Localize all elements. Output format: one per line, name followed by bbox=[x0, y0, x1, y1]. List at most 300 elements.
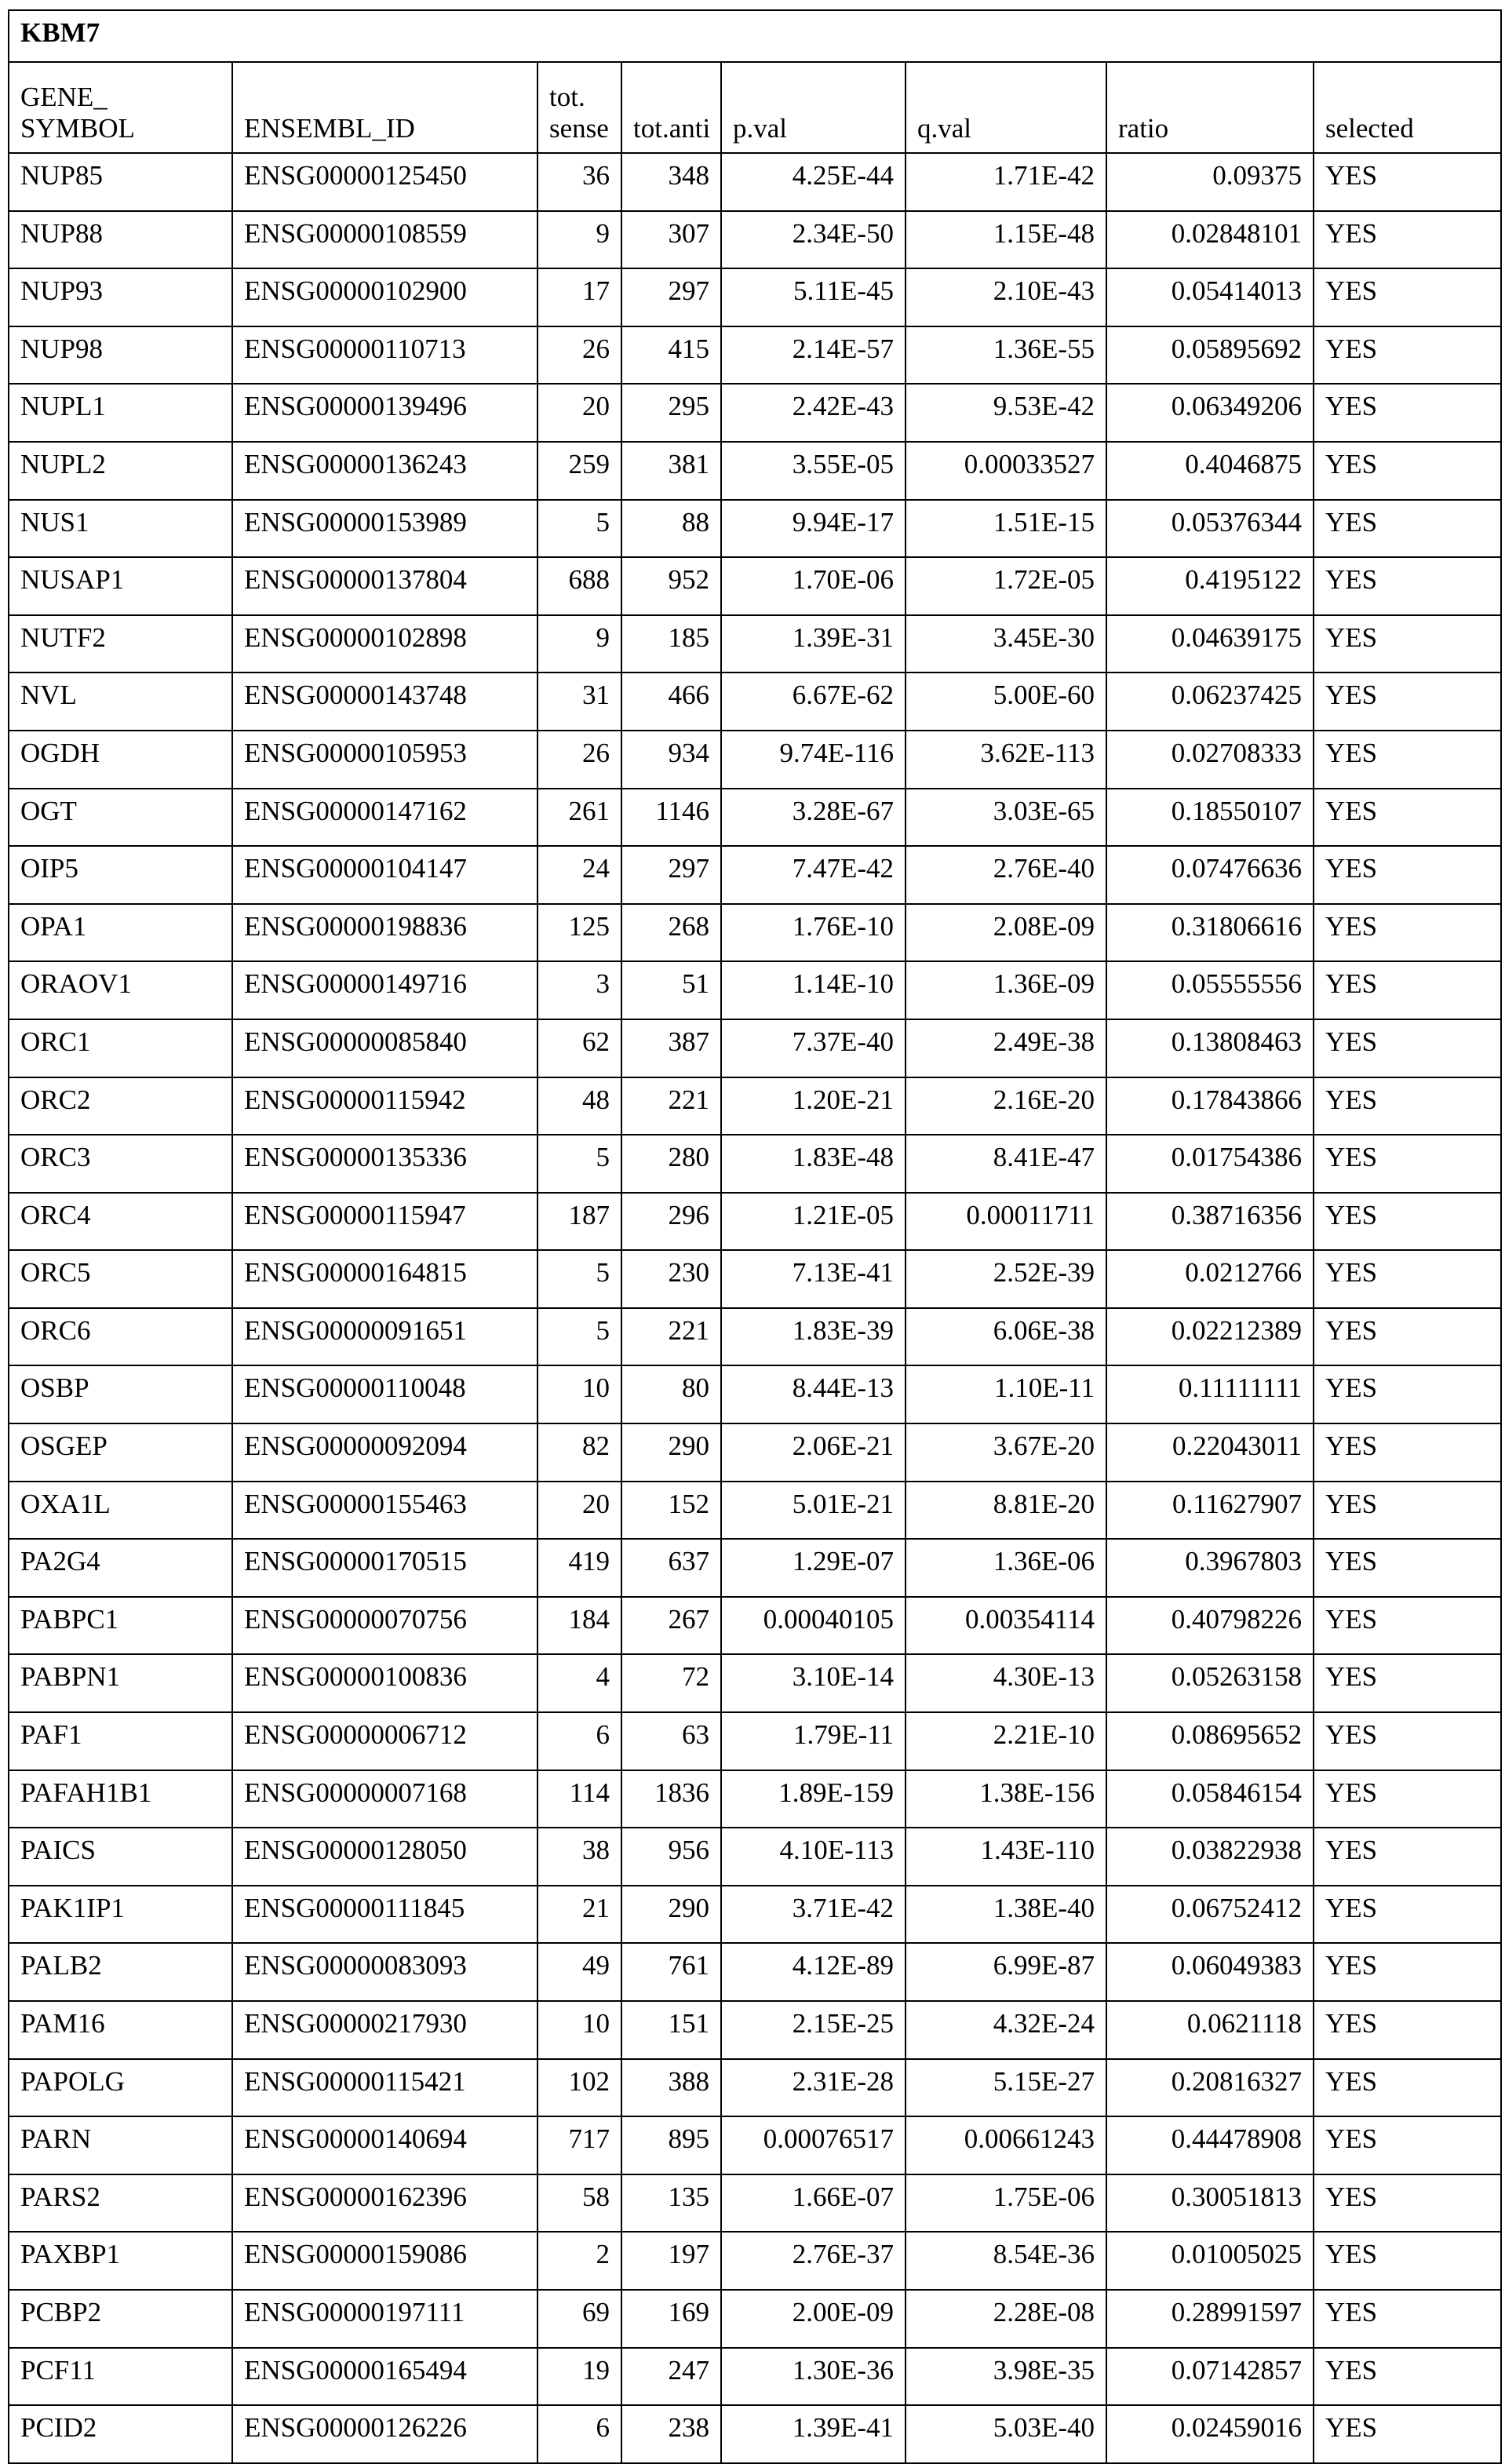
cell-selected: YES bbox=[1314, 1077, 1501, 1135]
cell-q-val: 2.28E-08 bbox=[906, 2290, 1106, 2348]
cell-ratio: 0.01754386 bbox=[1106, 1135, 1314, 1193]
cell-selected: YES bbox=[1314, 2405, 1501, 2463]
cell-tot-anti: 296 bbox=[621, 1193, 721, 1251]
cell-tot-anti: 230 bbox=[621, 1250, 721, 1308]
table-row bbox=[9, 1365, 1501, 1423]
cell-p-val: 1.29E-07 bbox=[721, 1539, 906, 1597]
cell-gene-symbol: OGT bbox=[9, 789, 232, 847]
cell-tot-sense: 259 bbox=[538, 442, 621, 500]
cell-selected: YES bbox=[1314, 2174, 1501, 2233]
cell-p-val: 2.42E-43 bbox=[721, 384, 906, 442]
cell-tot-sense: 6 bbox=[538, 2405, 621, 2463]
cell-ratio: 0.03822938 bbox=[1106, 1828, 1314, 1886]
cell-selected: YES bbox=[1314, 1828, 1501, 1886]
cell-q-val: 8.81E-20 bbox=[906, 1482, 1106, 1540]
cell-ratio: 0.09375 bbox=[1106, 153, 1314, 211]
cell-tot-sense: 3 bbox=[538, 961, 621, 1019]
cell-p-val: 1.20E-21 bbox=[721, 1077, 906, 1135]
cell-ratio: 0.31806616 bbox=[1106, 904, 1314, 962]
cell-q-val: 1.36E-06 bbox=[906, 1539, 1106, 1597]
cell-selected: YES bbox=[1314, 672, 1501, 731]
cell-ratio: 0.05263158 bbox=[1106, 1654, 1314, 1712]
cell-tot-sense: 69 bbox=[538, 2290, 621, 2348]
cell-tot-anti: 761 bbox=[621, 1943, 721, 2001]
cell-tot-anti: 80 bbox=[621, 1365, 721, 1423]
column-header-q-val: q.val bbox=[906, 62, 1106, 153]
cell-ratio: 0.02848101 bbox=[1106, 211, 1314, 269]
cell-ratio: 0.22043011 bbox=[1106, 1423, 1314, 1482]
cell-tot-sense: 261 bbox=[538, 789, 621, 847]
cell-ensembl-id: ENSG00000149716 bbox=[232, 961, 538, 1019]
cell-p-val: 2.34E-50 bbox=[721, 211, 906, 269]
cell-tot-sense: 419 bbox=[538, 1539, 621, 1597]
cell-q-val: 4.32E-24 bbox=[906, 2001, 1106, 2059]
cell-gene-symbol: PAXBP1 bbox=[9, 2232, 232, 2290]
cell-ratio: 0.11111111 bbox=[1106, 1365, 1314, 1423]
cell-p-val: 2.15E-25 bbox=[721, 2001, 906, 2059]
cell-ensembl-id: ENSG00000165494 bbox=[232, 2348, 538, 2406]
cell-q-val: 2.21E-10 bbox=[906, 1712, 1106, 1770]
cell-p-val: 3.71E-42 bbox=[721, 1886, 906, 1944]
column-header-ratio: ratio bbox=[1106, 62, 1314, 153]
cell-q-val: 8.41E-47 bbox=[906, 1135, 1106, 1193]
cell-ratio: 0.07142857 bbox=[1106, 2348, 1314, 2406]
cell-tot-sense: 688 bbox=[538, 557, 621, 615]
cell-p-val: 2.14E-57 bbox=[721, 326, 906, 385]
cell-q-val: 1.10E-11 bbox=[906, 1365, 1106, 1423]
cell-ratio: 0.4046875 bbox=[1106, 442, 1314, 500]
table-row bbox=[9, 1654, 1501, 1712]
cell-q-val: 1.51E-15 bbox=[906, 500, 1106, 558]
cell-ensembl-id: ENSG00000085840 bbox=[232, 1019, 538, 1077]
table-row bbox=[9, 904, 1501, 962]
cell-tot-anti: 151 bbox=[621, 2001, 721, 2059]
cell-ensembl-id: ENSG00000108559 bbox=[232, 211, 538, 269]
cell-p-val: 8.44E-13 bbox=[721, 1365, 906, 1423]
cell-tot-sense: 717 bbox=[538, 2116, 621, 2174]
cell-p-val: 3.55E-05 bbox=[721, 442, 906, 500]
table-row bbox=[9, 2059, 1501, 2117]
cell-gene-symbol: PAICS bbox=[9, 1828, 232, 1886]
cell-ratio: 0.05376344 bbox=[1106, 500, 1314, 558]
cell-selected: YES bbox=[1314, 1770, 1501, 1828]
cell-p-val: 9.74E-116 bbox=[721, 731, 906, 789]
table-row bbox=[9, 1482, 1501, 1540]
cell-p-val: 0.00076517 bbox=[721, 2116, 906, 2174]
cell-p-val: 1.83E-48 bbox=[721, 1135, 906, 1193]
cell-ensembl-id: ENSG00000153989 bbox=[232, 500, 538, 558]
cell-ratio: 0.02212389 bbox=[1106, 1308, 1314, 1366]
cell-selected: YES bbox=[1314, 2232, 1501, 2290]
cell-p-val: 1.66E-07 bbox=[721, 2174, 906, 2233]
cell-ratio: 0.38716356 bbox=[1106, 1193, 1314, 1251]
cell-ensembl-id: ENSG00000162396 bbox=[232, 2174, 538, 2233]
cell-selected: YES bbox=[1314, 2116, 1501, 2174]
cell-ratio: 0.30051813 bbox=[1106, 2174, 1314, 2233]
cell-ensembl-id: ENSG00000143748 bbox=[232, 672, 538, 731]
cell-tot-sense: 2 bbox=[538, 2232, 621, 2290]
table-title: KBM7 bbox=[9, 10, 1501, 62]
cell-q-val: 3.03E-65 bbox=[906, 789, 1106, 847]
cell-gene-symbol: ORC1 bbox=[9, 1019, 232, 1077]
cell-tot-sense: 102 bbox=[538, 2059, 621, 2117]
cell-gene-symbol: PCF11 bbox=[9, 2348, 232, 2406]
cell-tot-anti: 238 bbox=[621, 2405, 721, 2463]
table-row bbox=[9, 384, 1501, 442]
cell-ratio: 0.06349206 bbox=[1106, 384, 1314, 442]
cell-tot-anti: 1146 bbox=[621, 789, 721, 847]
cell-tot-anti: 295 bbox=[621, 384, 721, 442]
cell-selected: YES bbox=[1314, 2290, 1501, 2348]
cell-q-val: 1.38E-156 bbox=[906, 1770, 1106, 1828]
table-row bbox=[9, 1019, 1501, 1077]
cell-q-val: 9.53E-42 bbox=[906, 384, 1106, 442]
cell-p-val: 9.94E-17 bbox=[721, 500, 906, 558]
cell-p-val: 1.79E-11 bbox=[721, 1712, 906, 1770]
cell-selected: YES bbox=[1314, 1019, 1501, 1077]
cell-gene-symbol: PARS2 bbox=[9, 2174, 232, 2233]
cell-selected: YES bbox=[1314, 384, 1501, 442]
cell-tot-sense: 5 bbox=[538, 500, 621, 558]
cell-tot-sense: 26 bbox=[538, 731, 621, 789]
cell-ensembl-id: ENSG00000115942 bbox=[232, 1077, 538, 1135]
table-row bbox=[9, 1770, 1501, 1828]
cell-q-val: 5.03E-40 bbox=[906, 2405, 1106, 2463]
cell-p-val: 3.10E-14 bbox=[721, 1654, 906, 1712]
cell-tot-anti: 290 bbox=[621, 1886, 721, 1944]
cell-q-val: 3.98E-35 bbox=[906, 2348, 1106, 2406]
table-row bbox=[9, 672, 1501, 731]
cell-ensembl-id: ENSG00000007168 bbox=[232, 1770, 538, 1828]
header-row bbox=[9, 62, 1501, 153]
cell-q-val: 2.16E-20 bbox=[906, 1077, 1106, 1135]
cell-selected: YES bbox=[1314, 1654, 1501, 1712]
cell-ratio: 0.05846154 bbox=[1106, 1770, 1314, 1828]
cell-ensembl-id: ENSG00000159086 bbox=[232, 2232, 538, 2290]
cell-selected: YES bbox=[1314, 557, 1501, 615]
cell-ensembl-id: ENSG00000102898 bbox=[232, 615, 538, 673]
cell-ratio: 0.4195122 bbox=[1106, 557, 1314, 615]
cell-tot-anti: 197 bbox=[621, 2232, 721, 2290]
cell-tot-anti: 221 bbox=[621, 1308, 721, 1366]
cell-ensembl-id: ENSG00000100836 bbox=[232, 1654, 538, 1712]
cell-ratio: 0.13808463 bbox=[1106, 1019, 1314, 1077]
cell-tot-anti: 348 bbox=[621, 153, 721, 211]
cell-ensembl-id: ENSG00000102900 bbox=[232, 268, 538, 326]
cell-p-val: 1.21E-05 bbox=[721, 1193, 906, 1251]
cell-gene-symbol: ORAOV1 bbox=[9, 961, 232, 1019]
table-row bbox=[9, 961, 1501, 1019]
cell-tot-anti: 466 bbox=[621, 672, 721, 731]
cell-q-val: 2.08E-09 bbox=[906, 904, 1106, 962]
table-row bbox=[9, 1077, 1501, 1135]
cell-q-val: 5.00E-60 bbox=[906, 672, 1106, 731]
table-row bbox=[9, 2405, 1501, 2463]
cell-ensembl-id: ENSG00000136243 bbox=[232, 442, 538, 500]
cell-tot-anti: 221 bbox=[621, 1077, 721, 1135]
cell-q-val: 0.00033527 bbox=[906, 442, 1106, 500]
table-row bbox=[9, 153, 1501, 211]
table-row bbox=[9, 442, 1501, 500]
cell-gene-symbol: PALB2 bbox=[9, 1943, 232, 2001]
cell-ensembl-id: ENSG00000135336 bbox=[232, 1135, 538, 1193]
cell-gene-symbol: NUP88 bbox=[9, 211, 232, 269]
cell-ensembl-id: ENSG00000125450 bbox=[232, 153, 538, 211]
cell-gene-symbol: PA2G4 bbox=[9, 1539, 232, 1597]
cell-gene-symbol: NUSAP1 bbox=[9, 557, 232, 615]
cell-tot-anti: 297 bbox=[621, 846, 721, 904]
cell-ensembl-id: ENSG00000091651 bbox=[232, 1308, 538, 1366]
cell-gene-symbol: NUP85 bbox=[9, 153, 232, 211]
cell-q-val: 6.99E-87 bbox=[906, 1943, 1106, 2001]
cell-selected: YES bbox=[1314, 211, 1501, 269]
cell-ensembl-id: ENSG00000006712 bbox=[232, 1712, 538, 1770]
cell-tot-sense: 125 bbox=[538, 904, 621, 962]
cell-gene-symbol: PAM16 bbox=[9, 2001, 232, 2059]
column-header-selected: selected bbox=[1314, 62, 1501, 153]
cell-q-val: 5.15E-27 bbox=[906, 2059, 1106, 2117]
cell-tot-anti: 415 bbox=[621, 326, 721, 385]
cell-p-val: 1.76E-10 bbox=[721, 904, 906, 962]
table-row bbox=[9, 211, 1501, 269]
table-row bbox=[9, 1250, 1501, 1308]
cell-tot-sense: 58 bbox=[538, 2174, 621, 2233]
cell-p-val: 1.14E-10 bbox=[721, 961, 906, 1019]
cell-p-val: 4.10E-113 bbox=[721, 1828, 906, 1886]
cell-tot-sense: 19 bbox=[538, 2348, 621, 2406]
cell-tot-anti: 267 bbox=[621, 1597, 721, 1655]
table-row bbox=[9, 500, 1501, 558]
cell-gene-symbol: PCBP2 bbox=[9, 2290, 232, 2348]
cell-gene-symbol: PARN bbox=[9, 2116, 232, 2174]
cell-ensembl-id: ENSG00000126226 bbox=[232, 2405, 538, 2463]
cell-selected: YES bbox=[1314, 442, 1501, 500]
cell-gene-symbol: OIP5 bbox=[9, 846, 232, 904]
cell-q-val: 3.45E-30 bbox=[906, 615, 1106, 673]
cell-ratio: 0.28991597 bbox=[1106, 2290, 1314, 2348]
cell-selected: YES bbox=[1314, 1135, 1501, 1193]
cell-selected: YES bbox=[1314, 1482, 1501, 1540]
cell-tot-sense: 36 bbox=[538, 153, 621, 211]
cell-gene-symbol: PABPN1 bbox=[9, 1654, 232, 1712]
cell-selected: YES bbox=[1314, 153, 1501, 211]
cell-selected: YES bbox=[1314, 615, 1501, 673]
cell-tot-sense: 62 bbox=[538, 1019, 621, 1077]
cell-selected: YES bbox=[1314, 1365, 1501, 1423]
cell-p-val: 7.47E-42 bbox=[721, 846, 906, 904]
cell-tot-sense: 184 bbox=[538, 1597, 621, 1655]
cell-selected: YES bbox=[1314, 1597, 1501, 1655]
column-header-ensembl-id: ENSEMBL_ID bbox=[232, 62, 538, 153]
cell-q-val: 2.10E-43 bbox=[906, 268, 1106, 326]
cell-tot-anti: 381 bbox=[621, 442, 721, 500]
column-header-tot-anti: tot.anti bbox=[621, 62, 721, 153]
cell-q-val: 8.54E-36 bbox=[906, 2232, 1106, 2290]
cell-p-val: 2.31E-28 bbox=[721, 2059, 906, 2117]
cell-selected: YES bbox=[1314, 1712, 1501, 1770]
cell-selected: YES bbox=[1314, 1308, 1501, 1366]
cell-ratio: 0.20816327 bbox=[1106, 2059, 1314, 2117]
cell-gene-symbol: OXA1L bbox=[9, 1482, 232, 1540]
cell-gene-symbol: PAF1 bbox=[9, 1712, 232, 1770]
column-header-tot-sense: tot. sense bbox=[538, 62, 621, 153]
cell-tot-sense: 24 bbox=[538, 846, 621, 904]
cell-p-val: 6.67E-62 bbox=[721, 672, 906, 731]
cell-p-val: 2.76E-37 bbox=[721, 2232, 906, 2290]
cell-ensembl-id: ENSG00000115421 bbox=[232, 2059, 538, 2117]
table-row bbox=[9, 2290, 1501, 2348]
cell-selected: YES bbox=[1314, 731, 1501, 789]
cell-ensembl-id: ENSG00000083093 bbox=[232, 1943, 538, 2001]
cell-q-val: 1.71E-42 bbox=[906, 153, 1106, 211]
cell-p-val: 4.12E-89 bbox=[721, 1943, 906, 2001]
cell-ratio: 0.40798226 bbox=[1106, 1597, 1314, 1655]
cell-p-val: 7.13E-41 bbox=[721, 1250, 906, 1308]
cell-p-val: 1.89E-159 bbox=[721, 1770, 906, 1828]
cell-ratio: 0.06237425 bbox=[1106, 672, 1314, 731]
cell-p-val: 1.83E-39 bbox=[721, 1308, 906, 1366]
cell-tot-sense: 6 bbox=[538, 1712, 621, 1770]
cell-tot-sense: 20 bbox=[538, 384, 621, 442]
cell-q-val: 4.30E-13 bbox=[906, 1654, 1106, 1712]
cell-ensembl-id: ENSG00000164815 bbox=[232, 1250, 538, 1308]
cell-tot-sense: 4 bbox=[538, 1654, 621, 1712]
cell-tot-anti: 387 bbox=[621, 1019, 721, 1077]
cell-gene-symbol: ORC3 bbox=[9, 1135, 232, 1193]
cell-q-val: 0.00354114 bbox=[906, 1597, 1106, 1655]
cell-tot-sense: 9 bbox=[538, 211, 621, 269]
cell-tot-sense: 48 bbox=[538, 1077, 621, 1135]
table-row bbox=[9, 326, 1501, 385]
cell-q-val: 1.43E-110 bbox=[906, 1828, 1106, 1886]
table-row bbox=[9, 1943, 1501, 2001]
cell-ratio: 0.06752412 bbox=[1106, 1886, 1314, 1944]
cell-selected: YES bbox=[1314, 2348, 1501, 2406]
cell-q-val: 1.15E-48 bbox=[906, 211, 1106, 269]
table-row bbox=[9, 2001, 1501, 2059]
cell-tot-sense: 38 bbox=[538, 1828, 621, 1886]
cell-gene-symbol: ORC4 bbox=[9, 1193, 232, 1251]
cell-tot-sense: 9 bbox=[538, 615, 621, 673]
cell-gene-symbol: NUPL2 bbox=[9, 442, 232, 500]
cell-q-val: 1.75E-06 bbox=[906, 2174, 1106, 2233]
cell-gene-symbol: ORC5 bbox=[9, 1250, 232, 1308]
cell-tot-sense: 26 bbox=[538, 326, 621, 385]
cell-ratio: 0.18550107 bbox=[1106, 789, 1314, 847]
cell-tot-sense: 5 bbox=[538, 1308, 621, 1366]
cell-tot-anti: 934 bbox=[621, 731, 721, 789]
cell-gene-symbol: OGDH bbox=[9, 731, 232, 789]
cell-selected: YES bbox=[1314, 1193, 1501, 1251]
table-row bbox=[9, 846, 1501, 904]
cell-selected: YES bbox=[1314, 1886, 1501, 1944]
cell-q-val: 2.49E-38 bbox=[906, 1019, 1106, 1077]
cell-p-val: 1.30E-36 bbox=[721, 2348, 906, 2406]
cell-ensembl-id: ENSG00000105953 bbox=[232, 731, 538, 789]
cell-p-val: 4.25E-44 bbox=[721, 153, 906, 211]
cell-tot-anti: 152 bbox=[621, 1482, 721, 1540]
cell-selected: YES bbox=[1314, 961, 1501, 1019]
cell-gene-symbol: NVL bbox=[9, 672, 232, 731]
cell-ensembl-id: ENSG00000110048 bbox=[232, 1365, 538, 1423]
cell-ensembl-id: ENSG00000137804 bbox=[232, 557, 538, 615]
cell-tot-anti: 1836 bbox=[621, 1770, 721, 1828]
cell-selected: YES bbox=[1314, 1943, 1501, 2001]
cell-p-val: 1.39E-41 bbox=[721, 2405, 906, 2463]
table-row bbox=[9, 2174, 1501, 2233]
cell-gene-symbol: NUTF2 bbox=[9, 615, 232, 673]
cell-selected: YES bbox=[1314, 789, 1501, 847]
cell-q-val: 2.76E-40 bbox=[906, 846, 1106, 904]
cell-q-val: 1.72E-05 bbox=[906, 557, 1106, 615]
cell-ensembl-id: ENSG00000128050 bbox=[232, 1828, 538, 1886]
cell-p-val: 1.39E-31 bbox=[721, 615, 906, 673]
cell-ratio: 0.05414013 bbox=[1106, 268, 1314, 326]
cell-gene-symbol: NUS1 bbox=[9, 500, 232, 558]
cell-gene-symbol: PCID2 bbox=[9, 2405, 232, 2463]
cell-ratio: 0.06049383 bbox=[1106, 1943, 1314, 2001]
cell-tot-sense: 49 bbox=[538, 1943, 621, 2001]
table-body bbox=[9, 153, 1501, 2463]
cell-selected: YES bbox=[1314, 326, 1501, 385]
cell-selected: YES bbox=[1314, 500, 1501, 558]
cell-tot-sense: 31 bbox=[538, 672, 621, 731]
table-row bbox=[9, 1828, 1501, 1886]
cell-gene-symbol: PAFAH1B1 bbox=[9, 1770, 232, 1828]
cell-tot-anti: 63 bbox=[621, 1712, 721, 1770]
cell-ensembl-id: ENSG00000170515 bbox=[232, 1539, 538, 1597]
cell-ensembl-id: ENSG00000197111 bbox=[232, 2290, 538, 2348]
cell-tot-anti: 388 bbox=[621, 2059, 721, 2117]
cell-gene-symbol: ORC6 bbox=[9, 1308, 232, 1366]
table-row bbox=[9, 789, 1501, 847]
cell-ensembl-id: ENSG00000198836 bbox=[232, 904, 538, 962]
cell-p-val: 2.06E-21 bbox=[721, 1423, 906, 1482]
table-row bbox=[9, 1712, 1501, 1770]
table-row bbox=[9, 2116, 1501, 2174]
cell-ensembl-id: ENSG00000092094 bbox=[232, 1423, 538, 1482]
cell-p-val: 5.01E-21 bbox=[721, 1482, 906, 1540]
cell-gene-symbol: PAK1IP1 bbox=[9, 1886, 232, 1944]
cell-gene-symbol: OSGEP bbox=[9, 1423, 232, 1482]
cell-tot-sense: 114 bbox=[538, 1770, 621, 1828]
table-row bbox=[9, 2232, 1501, 2290]
cell-selected: YES bbox=[1314, 1539, 1501, 1597]
table-row bbox=[9, 268, 1501, 326]
cell-selected: YES bbox=[1314, 846, 1501, 904]
cell-p-val: 2.00E-09 bbox=[721, 2290, 906, 2348]
cell-tot-anti: 290 bbox=[621, 1423, 721, 1482]
cell-selected: YES bbox=[1314, 1423, 1501, 1482]
cell-q-val: 6.06E-38 bbox=[906, 1308, 1106, 1366]
cell-q-val: 2.52E-39 bbox=[906, 1250, 1106, 1308]
table-row bbox=[9, 2348, 1501, 2406]
cell-tot-sense: 5 bbox=[538, 1135, 621, 1193]
cell-tot-anti: 135 bbox=[621, 2174, 721, 2233]
cell-tot-anti: 169 bbox=[621, 2290, 721, 2348]
cell-tot-anti: 956 bbox=[621, 1828, 721, 1886]
cell-ensembl-id: ENSG00000139496 bbox=[232, 384, 538, 442]
cell-q-val: 0.00011711 bbox=[906, 1193, 1106, 1251]
table-row bbox=[9, 1135, 1501, 1193]
cell-selected: YES bbox=[1314, 2059, 1501, 2117]
cell-gene-symbol: OPA1 bbox=[9, 904, 232, 962]
cell-q-val: 1.36E-55 bbox=[906, 326, 1106, 385]
table-row bbox=[9, 615, 1501, 673]
cell-ratio: 0.0212766 bbox=[1106, 1250, 1314, 1308]
cell-p-val: 1.70E-06 bbox=[721, 557, 906, 615]
cell-gene-symbol: ORC2 bbox=[9, 1077, 232, 1135]
